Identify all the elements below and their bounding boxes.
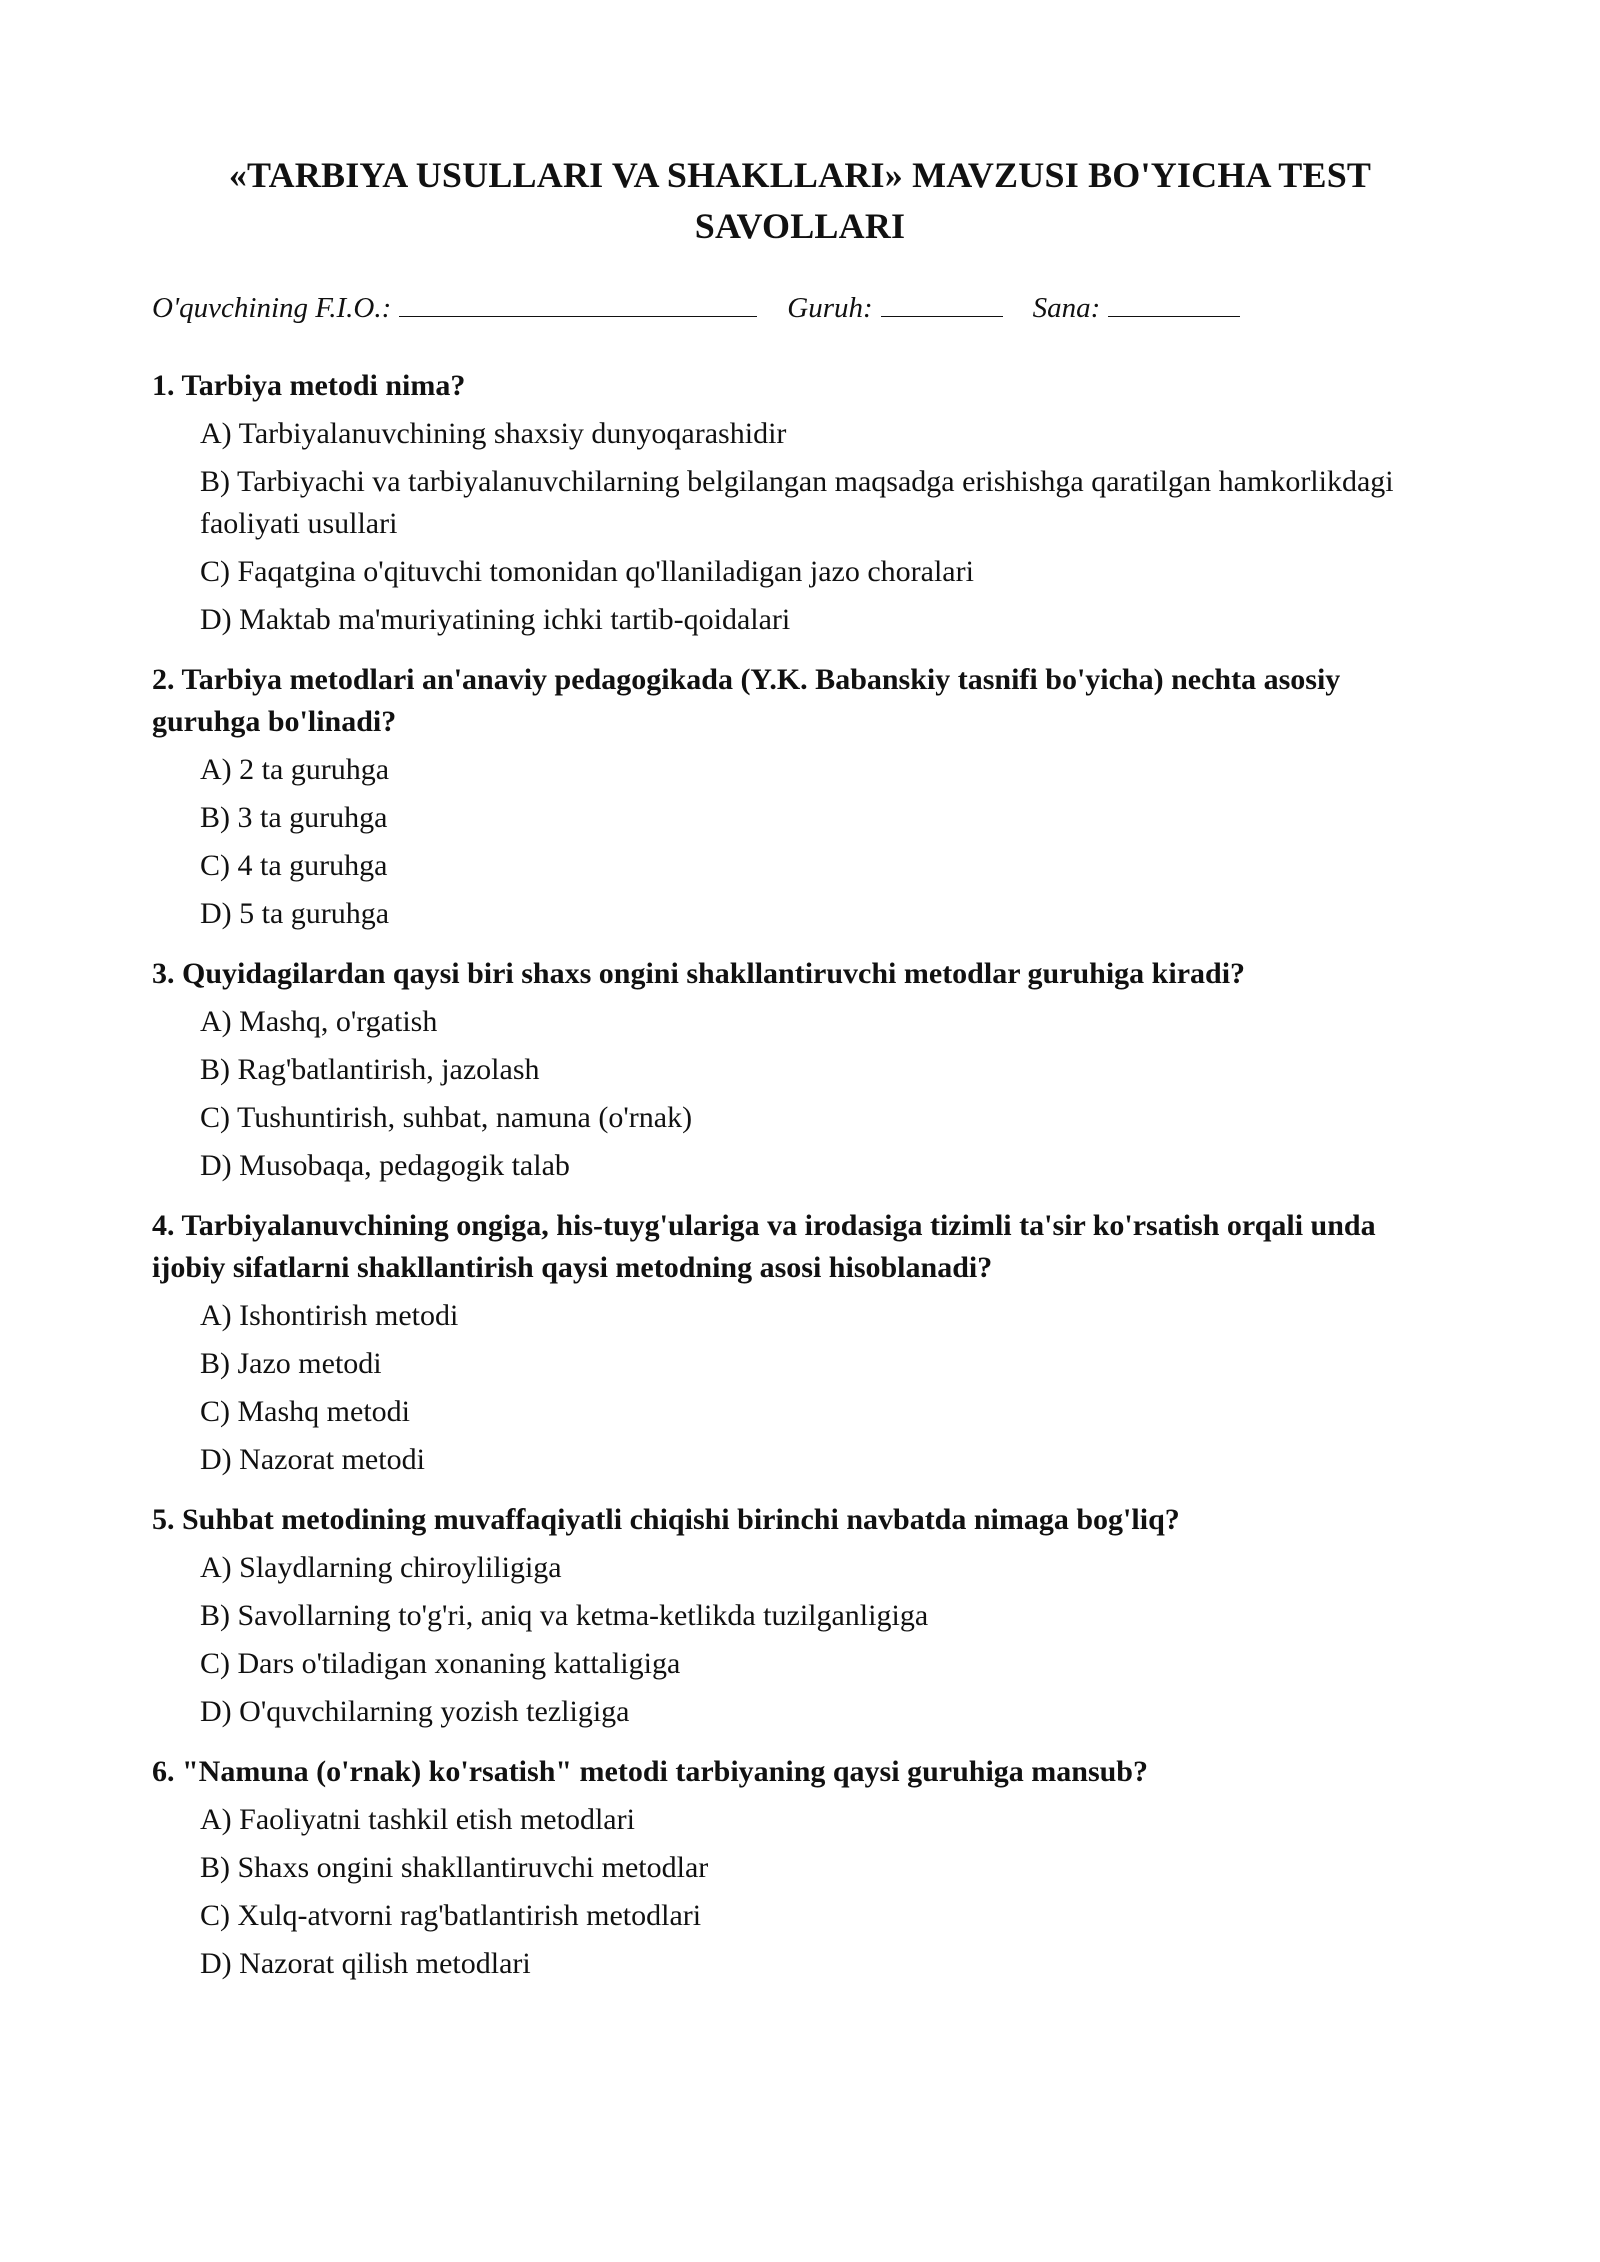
question-2: [152, 659, 1448, 935]
option-a[interactable]: A) Faoliyatni tashkil etish metodlari: [200, 1803, 635, 1836]
option-c[interactable]: C) Xulq-atvorni rag'batlantirish metodlari: [200, 1899, 702, 1932]
option-a[interactable]: A) Tarbiyalanuvchining shaxsiy dunyoqarashidir: [200, 417, 787, 450]
question-text: 3. Quyidagilardan qaysi biri shaxs ongini shakllantiruvchi metodlar guruhiga kiradi?: [152, 957, 1246, 990]
question-6: [152, 1751, 1448, 1985]
name-field[interactable]: [399, 288, 757, 317]
group-label: Guruh:: [787, 292, 873, 324]
question-text: 5. Suhbat metodining muvaffaqiyatli chiqishi birinchi navbatda nimaga bog'liq?: [152, 1503, 1180, 1536]
option-d[interactable]: D) Nazorat metodi: [200, 1443, 425, 1476]
option-list: [152, 749, 1448, 935]
option-b[interactable]: B) 3 ta guruhga: [200, 801, 388, 834]
option-b[interactable]: B) Shaxs ongini shakllantiruvchi metodlar: [200, 1851, 709, 1884]
option-b[interactable]: B) Rag'batlantirish, jazolash: [200, 1053, 540, 1086]
date-field[interactable]: [1108, 288, 1240, 317]
option-c[interactable]: C) 4 ta guruhga: [200, 849, 388, 882]
option-list: [152, 1547, 1448, 1733]
option-c[interactable]: C) Tushuntirish, suhbat, namuna (o'rnak): [200, 1101, 693, 1134]
question-text: 2. Tarbiya metodlari an'anaviy pedagogikada (Y.K. Babanskiy tasnifi bo'yicha) nechta asosiy guruhga bo'linadi?: [152, 663, 1341, 738]
option-d[interactable]: D) Musobaqa, pedagogik talab: [200, 1149, 570, 1182]
option-a[interactable]: A) 2 ta guruhga: [200, 753, 390, 786]
option-b[interactable]: B) Jazo metodi: [200, 1347, 382, 1380]
page-title: «TARBIYA USULLARI VA SHAKLLARI» MAVZUSI BO'YICHA TEST SAVOLLARI: [228, 155, 1372, 246]
option-b[interactable]: B) Tarbiyachi va tarbiyalanuvchilarning belgilangan maqsadga erishishga qaratilgan hamkorlikdagi faoliyati usullari: [200, 465, 1394, 540]
option-a[interactable]: A) Slaydlarning chiroyliligiga: [200, 1551, 562, 1584]
student-info-row: [152, 288, 1448, 325]
option-c[interactable]: C) Faqatgina o'qituvchi tomonidan qo'llaniladigan jazo choralari: [200, 555, 974, 588]
option-d[interactable]: D) Maktab ma'muriyatining ichki tartib-qoidalari: [200, 603, 791, 636]
question-text: 1. Tarbiya metodi nima?: [152, 369, 466, 402]
question-1: [152, 365, 1448, 641]
option-d[interactable]: D) 5 ta guruhga: [200, 897, 390, 930]
option-c[interactable]: C) Dars o'tiladigan xonaning kattaligiga: [200, 1647, 681, 1680]
option-list: [152, 1799, 1448, 1985]
date-label: Sana:: [1032, 292, 1101, 324]
question-3: [152, 953, 1448, 1187]
option-list: [152, 1295, 1448, 1481]
group-field[interactable]: [881, 288, 1003, 317]
question-list: [152, 365, 1448, 1985]
option-d[interactable]: D) Nazorat qilish metodlari: [200, 1947, 531, 1980]
question-text: 6. "Namuna (o'rnak) ko'rsatish" metodi tarbiyaning qaysi guruhiga mansub?: [152, 1755, 1148, 1788]
option-c[interactable]: C) Mashq metodi: [200, 1395, 410, 1428]
option-list: [152, 1001, 1448, 1187]
option-a[interactable]: A) Ishontirish metodi: [200, 1299, 459, 1332]
question-text: 4. Tarbiyalanuvchining ongiga, his-tuyg'ulariga va irodasiga tizimli ta'sir ko'rsatish orqali unda ijobiy sifatlarni shakllantirish qaysi metodning asosi hisoblanadi?: [152, 1209, 1376, 1284]
question-4: [152, 1205, 1448, 1481]
option-list: [152, 413, 1448, 641]
option-a[interactable]: A) Mashq, o'rgatish: [200, 1005, 438, 1038]
question-5: [152, 1499, 1448, 1733]
option-b[interactable]: B) Savollarning to'g'ri, aniq va ketma-ketlikda tuzilganligiga: [200, 1599, 929, 1632]
name-label: O'quvchining F.I.O.:: [152, 292, 392, 324]
option-d[interactable]: D) O'quvchilarning yozish tezligiga: [200, 1695, 630, 1728]
